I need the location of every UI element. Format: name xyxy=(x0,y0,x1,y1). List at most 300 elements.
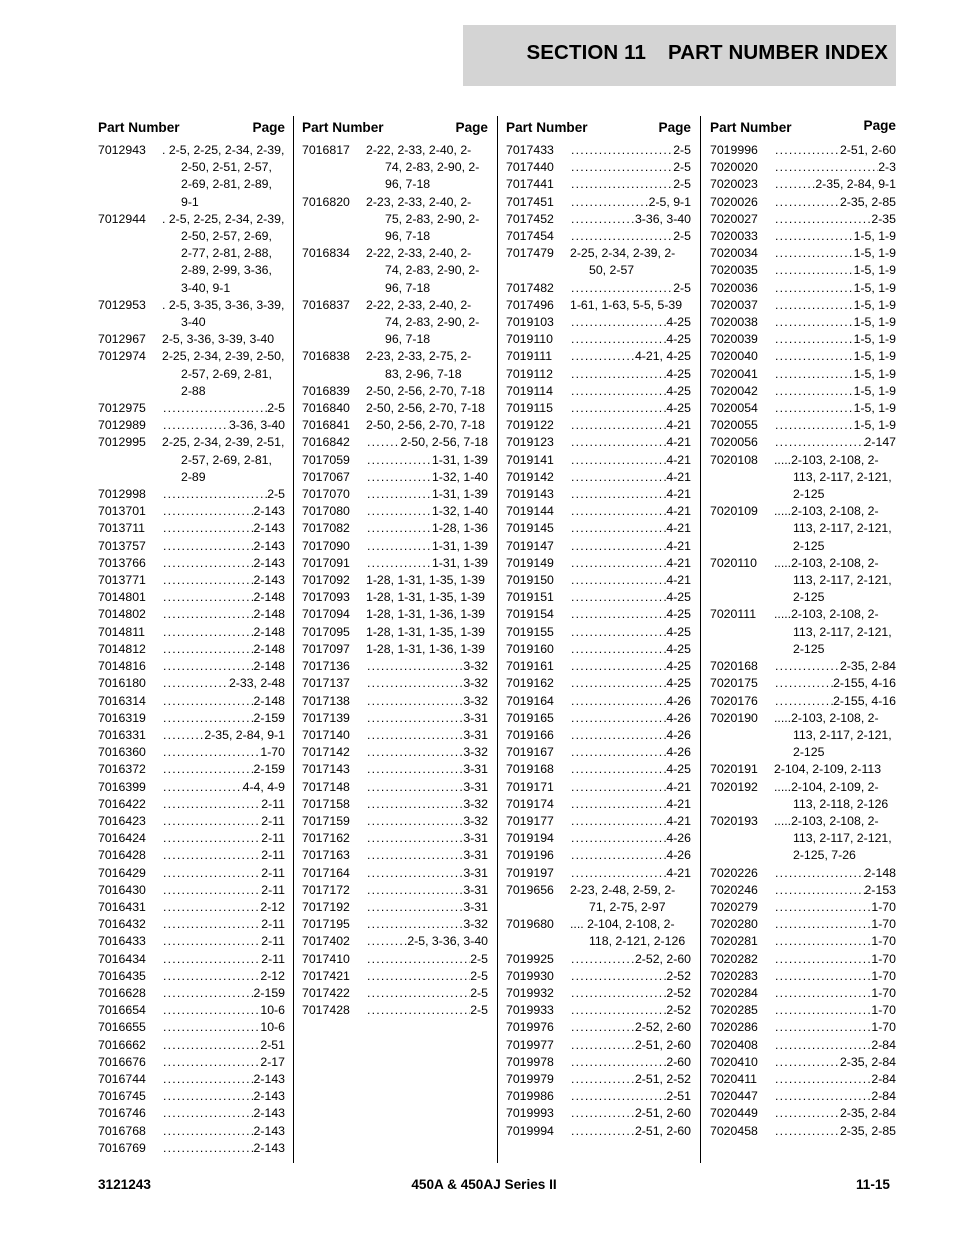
page-refs-value: 2-35, 2-85 xyxy=(839,1123,896,1138)
dot-leader xyxy=(163,675,229,692)
page-refs xyxy=(774,916,896,933)
part-number: 7016745 xyxy=(98,1089,146,1104)
page-refs-value: 2-5 xyxy=(267,401,285,416)
dot-leader xyxy=(571,641,666,658)
dot-leader xyxy=(571,280,673,297)
dot-leader xyxy=(775,417,854,434)
part-number: 7016433 xyxy=(98,934,146,949)
page-refs xyxy=(570,624,691,641)
index-entry xyxy=(710,297,896,314)
part-number: 7016838 xyxy=(302,349,350,364)
index-entry xyxy=(98,968,285,985)
page-refs-value: 1-5, 1-9 xyxy=(853,418,896,433)
part-number: 7017138 xyxy=(302,693,350,708)
dot-leader xyxy=(367,710,463,727)
part-number: 7019177 xyxy=(506,813,554,828)
dot-leader xyxy=(571,658,666,675)
part-number: 7020458 xyxy=(710,1123,758,1138)
index-column-2 xyxy=(302,118,488,1018)
dot-leader xyxy=(163,1105,254,1122)
dot-leader xyxy=(571,847,666,864)
page-refs-value: 3-31 xyxy=(463,899,488,914)
page-refs xyxy=(774,434,896,451)
dot-leader xyxy=(163,1071,254,1088)
part-number: 7016314 xyxy=(98,693,146,708)
index-entry xyxy=(710,142,896,159)
page-refs xyxy=(366,452,488,469)
index-entry xyxy=(98,916,285,933)
page-refs-value: 2-11 xyxy=(261,882,285,897)
index-entry xyxy=(506,331,691,348)
page-refs xyxy=(774,882,896,899)
page-refs xyxy=(570,194,691,211)
index-entry xyxy=(302,194,488,246)
page-refs-value: 3-31 xyxy=(463,831,488,846)
page-refs xyxy=(366,658,488,675)
dot-leader xyxy=(571,1002,666,1019)
index-entry xyxy=(710,1105,896,1122)
page-refs xyxy=(570,589,691,606)
page-refs-value: 2-5, 9-1 xyxy=(648,194,691,209)
page-refs-value: 2-60 xyxy=(666,1054,691,1069)
page-refs xyxy=(570,452,691,469)
index-entry xyxy=(302,417,488,434)
page-refs-value: 2-148 xyxy=(864,865,896,880)
index-entry xyxy=(710,176,896,193)
index-entry xyxy=(710,194,896,211)
index-entry xyxy=(710,675,896,692)
index-entry xyxy=(710,1123,896,1140)
page-refs xyxy=(366,486,488,503)
index-entry xyxy=(506,830,691,847)
page-refs-value: 2-143 xyxy=(253,1140,285,1155)
dot-leader xyxy=(163,1123,254,1140)
part-number: 7019164 xyxy=(506,693,554,708)
dot-leader xyxy=(163,606,254,623)
part-number: 7017091 xyxy=(302,555,350,570)
page-refs-value: 2-11 xyxy=(261,848,285,863)
index-entry xyxy=(710,865,896,882)
part-number: 7016768 xyxy=(98,1123,146,1138)
page-refs xyxy=(366,865,488,882)
index-entry xyxy=(506,796,691,813)
part-number: 7020193 xyxy=(710,813,758,828)
part-number: 7016372 xyxy=(98,762,146,777)
page-refs xyxy=(162,1019,285,1036)
page-refs xyxy=(570,1037,691,1054)
part-number: 7019103 xyxy=(506,315,554,330)
page-refs xyxy=(162,538,285,555)
page-refs xyxy=(570,572,691,589)
index-entry xyxy=(506,847,691,864)
page-refs-value: 2-35, 2-84 xyxy=(839,1106,896,1121)
dot-leader xyxy=(367,520,432,537)
dot-leader xyxy=(367,899,463,916)
page-refs-value: 2-147 xyxy=(864,435,896,450)
page-refs-value: 4-26 xyxy=(666,848,691,863)
index-entry xyxy=(302,348,488,382)
page-refs xyxy=(774,211,896,228)
part-number: 7016319 xyxy=(98,710,146,725)
part-number: 7017092 xyxy=(302,573,350,588)
part-number: 7016676 xyxy=(98,1054,146,1069)
page-refs xyxy=(162,400,285,417)
page-refs: 2-50, 2-56, 2-70, 7-18 xyxy=(366,401,485,416)
part-number: 7019155 xyxy=(506,624,554,639)
part-number: 7017163 xyxy=(302,848,350,863)
entry-list xyxy=(98,142,285,1157)
index-entry xyxy=(506,228,691,245)
page-refs xyxy=(162,606,285,623)
page-refs-value: 4-4, 4-9 xyxy=(242,779,285,794)
dot-leader xyxy=(571,865,666,882)
page-refs-value: 1-5, 1-9 xyxy=(853,401,896,416)
dot-leader xyxy=(775,693,833,710)
part-number: 7012967 xyxy=(98,332,146,347)
index-column-4 xyxy=(710,118,896,1138)
part-number: 7017479 xyxy=(506,246,554,261)
dot-leader xyxy=(367,865,463,882)
part-number: 7017164 xyxy=(302,865,350,880)
dot-leader xyxy=(163,951,261,968)
page-refs-value: 2-84 xyxy=(871,1071,896,1086)
part-number: 7019111 xyxy=(506,349,553,364)
page-refs xyxy=(366,779,488,796)
dot-leader xyxy=(163,744,260,761)
page-refs: 2-5, 3-36, 3-39, 3-40 xyxy=(162,332,275,347)
part-number: 7019150 xyxy=(506,573,554,588)
dot-leader xyxy=(571,194,649,211)
index-entry xyxy=(506,761,691,778)
part-number: 7019162 xyxy=(506,676,554,691)
page-refs xyxy=(774,1123,896,1140)
part-number-heading: Part Number xyxy=(98,120,180,135)
dot-leader xyxy=(571,520,666,537)
page-refs xyxy=(570,1002,691,1019)
index-entry xyxy=(710,951,896,968)
part-number: 7016769 xyxy=(98,1140,146,1155)
page-refs xyxy=(570,761,691,778)
part-number: 7017093 xyxy=(302,590,350,605)
page-heading: Page xyxy=(658,120,691,135)
index-entry xyxy=(506,606,691,623)
footer-page-number: 11-15 xyxy=(855,1177,890,1192)
dot-leader xyxy=(163,882,261,899)
part-number: 7019147 xyxy=(506,538,554,553)
dot-leader xyxy=(571,469,666,486)
page-refs xyxy=(162,658,285,675)
index-entry xyxy=(98,1105,285,1122)
index-entry xyxy=(506,297,691,314)
page-refs-value: 4-21 xyxy=(666,865,691,880)
index-entry xyxy=(710,211,896,228)
page-heading: Page xyxy=(252,120,285,135)
page-refs: .....2-104, 2-109, 2-113, 2-118, 2-126 xyxy=(774,779,889,811)
dot-leader xyxy=(163,538,254,555)
dot-leader xyxy=(775,383,854,400)
part-number: 7020410 xyxy=(710,1054,758,1069)
page-refs xyxy=(570,1088,691,1105)
index-entry xyxy=(302,813,488,830)
page-refs: 2-22, 2-33, 2-40, 2-74, 2-83, 2-90, 2-96, 7-18 xyxy=(366,143,480,192)
part-number: 7016820 xyxy=(302,194,350,209)
page-refs-value: 3-32 xyxy=(463,693,488,708)
part-number: 7020176 xyxy=(710,693,758,708)
part-number: 7020168 xyxy=(710,659,758,674)
part-number: 7017159 xyxy=(302,813,350,828)
part-number: 7020020 xyxy=(710,160,758,175)
index-entry xyxy=(710,933,896,950)
index-entry xyxy=(506,383,691,400)
part-number: 7019994 xyxy=(506,1123,554,1138)
part-number: 7012998 xyxy=(98,487,146,502)
dot-leader xyxy=(163,1054,260,1071)
part-number: 7016435 xyxy=(98,968,146,983)
dot-leader xyxy=(775,916,871,933)
index-entry xyxy=(710,280,896,297)
index-entry xyxy=(98,503,285,520)
dot-leader xyxy=(571,452,666,469)
index-entry xyxy=(302,400,488,417)
dot-leader xyxy=(571,606,666,623)
index-entry xyxy=(302,434,488,451)
page-refs xyxy=(366,882,488,899)
dot-leader xyxy=(163,1088,254,1105)
part-number: 7012974 xyxy=(98,349,146,364)
page-refs xyxy=(570,606,691,623)
page-refs-value: 4-21 xyxy=(666,521,691,536)
page-refs xyxy=(774,245,896,262)
page-refs xyxy=(570,142,691,159)
page-refs xyxy=(162,865,285,882)
page-refs xyxy=(162,555,285,572)
part-number: 7020033 xyxy=(710,229,758,244)
page-refs xyxy=(570,1071,691,1088)
page-refs-value: 2-35, 2-84 xyxy=(839,659,896,674)
part-number: 7020280 xyxy=(710,917,758,932)
page-refs-value: 3-32 xyxy=(463,659,488,674)
dot-leader xyxy=(367,658,463,675)
part-number: 7016746 xyxy=(98,1106,146,1121)
page-refs-value: 1-28, 1-36 xyxy=(431,521,488,536)
index-entry xyxy=(710,710,896,762)
index-entry xyxy=(98,348,285,400)
dot-leader xyxy=(571,503,666,520)
index-entry xyxy=(506,1002,691,1019)
page-refs-value: 2-51 xyxy=(666,1089,691,1104)
page-refs-value: 4-25 xyxy=(666,315,691,330)
dot-leader xyxy=(775,1019,871,1036)
part-number-heading: Part Number xyxy=(506,120,588,135)
part-number-heading: Part Number xyxy=(302,120,384,135)
column-header xyxy=(98,118,285,140)
index-entry xyxy=(506,194,691,211)
page-refs-value: 2-51, 2-52 xyxy=(634,1071,691,1086)
dot-leader xyxy=(163,968,260,985)
part-number: 7020108 xyxy=(710,452,758,467)
dot-leader xyxy=(163,813,261,830)
column-header xyxy=(302,118,488,140)
dot-leader xyxy=(367,779,463,796)
page-refs xyxy=(162,675,285,692)
index-entry xyxy=(302,693,488,710)
index-entry xyxy=(302,572,488,589)
dot-leader xyxy=(775,331,854,348)
part-number: 7019165 xyxy=(506,710,554,725)
page-refs-value: 4-25 xyxy=(666,659,691,674)
page-refs-value: 1-31, 1-39 xyxy=(431,538,488,553)
dot-leader xyxy=(775,366,854,383)
index-entry xyxy=(506,1054,691,1071)
dot-leader xyxy=(775,658,840,675)
page-refs-value: 4-25 xyxy=(666,366,691,381)
page-refs xyxy=(366,520,488,537)
page-refs-value: 2-52, 2-60 xyxy=(634,1020,691,1035)
page-refs-value: 4-25 xyxy=(666,641,691,656)
part-number: 7017482 xyxy=(506,280,554,295)
part-number: 7017410 xyxy=(302,951,350,966)
part-number: 7020042 xyxy=(710,383,758,398)
dot-leader xyxy=(571,486,666,503)
index-entry xyxy=(710,658,896,675)
page-refs-value: 2-155, 4-16 xyxy=(833,693,896,708)
page-refs-value: 2-148 xyxy=(253,607,285,622)
part-number: 7019112 xyxy=(506,366,553,381)
page-refs xyxy=(774,951,896,968)
part-number: 7020285 xyxy=(710,1003,758,1018)
part-number: 7019142 xyxy=(506,469,554,484)
dot-leader xyxy=(367,933,407,950)
page-refs-value: 2-143 xyxy=(253,504,285,519)
page-refs xyxy=(162,1002,285,1019)
page-refs xyxy=(366,813,488,830)
page-refs-value: 1-31, 1-39 xyxy=(431,487,488,502)
part-number: 7020190 xyxy=(710,710,758,725)
part-number: 7020191 xyxy=(710,762,758,777)
page-refs xyxy=(366,761,488,778)
index-entry xyxy=(710,606,896,658)
page-refs xyxy=(366,1002,488,1019)
page-refs xyxy=(570,1123,691,1140)
page-refs xyxy=(162,589,285,606)
part-number: 7016428 xyxy=(98,848,146,863)
dot-leader xyxy=(571,761,666,778)
dot-leader xyxy=(571,366,666,383)
index-entry xyxy=(506,538,691,555)
dot-leader xyxy=(775,228,854,245)
index-entry xyxy=(710,761,896,778)
page-refs xyxy=(162,1088,285,1105)
dot-leader xyxy=(775,1123,840,1140)
dot-leader xyxy=(571,159,673,176)
page-refs-value: 2-11 xyxy=(261,831,285,846)
page-refs xyxy=(570,228,691,245)
page-refs xyxy=(570,658,691,675)
index-entry xyxy=(302,641,488,658)
part-number: 7019174 xyxy=(506,796,554,811)
dot-leader xyxy=(775,951,871,968)
part-number: 7016841 xyxy=(302,418,350,433)
part-number: 7019141 xyxy=(506,452,554,467)
page-refs-value: 1-5, 1-9 xyxy=(853,383,896,398)
part-number: 7016180 xyxy=(98,676,146,691)
part-number: 7020036 xyxy=(710,280,758,295)
dot-leader xyxy=(571,572,666,589)
page-refs xyxy=(366,693,488,710)
page-refs xyxy=(570,830,691,847)
page-refs xyxy=(162,572,285,589)
page-refs-value: 1-70 xyxy=(871,934,896,949)
index-entry xyxy=(302,555,488,572)
dot-leader xyxy=(163,761,254,778)
index-entry xyxy=(710,1054,896,1071)
page-refs-value: 2-5 xyxy=(673,280,691,295)
page-refs: 1-61, 1-63, 5-5, 5-39 xyxy=(570,297,683,312)
dot-leader xyxy=(775,1002,871,1019)
index-entry xyxy=(506,1019,691,1036)
section-number: SECTION 11 xyxy=(526,41,646,64)
page-refs xyxy=(366,710,488,727)
page-refs: .....2-103, 2-108, 2-113, 2-117, 2-121, 2-125 xyxy=(774,555,892,605)
index-entry xyxy=(710,899,896,916)
part-number: 7017496 xyxy=(506,297,554,312)
index-entry xyxy=(506,865,691,882)
index-entry xyxy=(302,606,488,623)
entry-list xyxy=(302,142,488,1019)
page-refs xyxy=(570,779,691,796)
dot-leader xyxy=(571,1019,635,1036)
index-entry xyxy=(506,520,691,537)
dot-leader xyxy=(775,899,871,916)
page-refs-value: 2-84 xyxy=(871,1037,896,1052)
part-number: 7013766 xyxy=(98,555,146,570)
part-number: 7020286 xyxy=(710,1020,758,1035)
dot-leader xyxy=(775,1071,871,1088)
index-entry xyxy=(506,951,691,968)
index-entry xyxy=(302,830,488,847)
page-refs-value: 3-31 xyxy=(463,865,488,880)
dot-leader xyxy=(775,1054,840,1071)
page-refs xyxy=(366,555,488,572)
page-refs-value: 2-5 xyxy=(470,968,488,983)
dot-leader xyxy=(571,538,666,555)
index-entry xyxy=(710,882,896,899)
page-refs xyxy=(570,796,691,813)
page-refs xyxy=(570,383,691,400)
page-refs-value: 2-143 xyxy=(253,1106,285,1121)
page-refs-value: 3-31 xyxy=(463,848,488,863)
index-entry xyxy=(506,779,691,796)
page-refs-value: 4-21 xyxy=(666,487,691,502)
page-refs: .....2-103, 2-108, 2-113, 2-117, 2-121, 2-125, 7-26 xyxy=(774,813,892,863)
page-refs-value: 2-3 xyxy=(878,160,896,175)
dot-leader xyxy=(163,865,261,882)
index-entry xyxy=(506,348,691,365)
page-refs-value: 2-5 xyxy=(470,1003,488,1018)
part-number: 7016434 xyxy=(98,951,146,966)
page-refs-value: 2-33, 2-48 xyxy=(228,676,285,691)
page-refs xyxy=(162,951,285,968)
part-number: 7019933 xyxy=(506,1003,554,1018)
dot-leader xyxy=(775,159,878,176)
part-number: 7016662 xyxy=(98,1037,146,1052)
page-refs xyxy=(162,813,285,830)
dot-leader xyxy=(775,314,854,331)
page-refs-value: 4-21 xyxy=(666,435,691,450)
dot-leader xyxy=(367,916,463,933)
dot-leader xyxy=(571,727,666,744)
part-number: 7020054 xyxy=(710,401,758,416)
